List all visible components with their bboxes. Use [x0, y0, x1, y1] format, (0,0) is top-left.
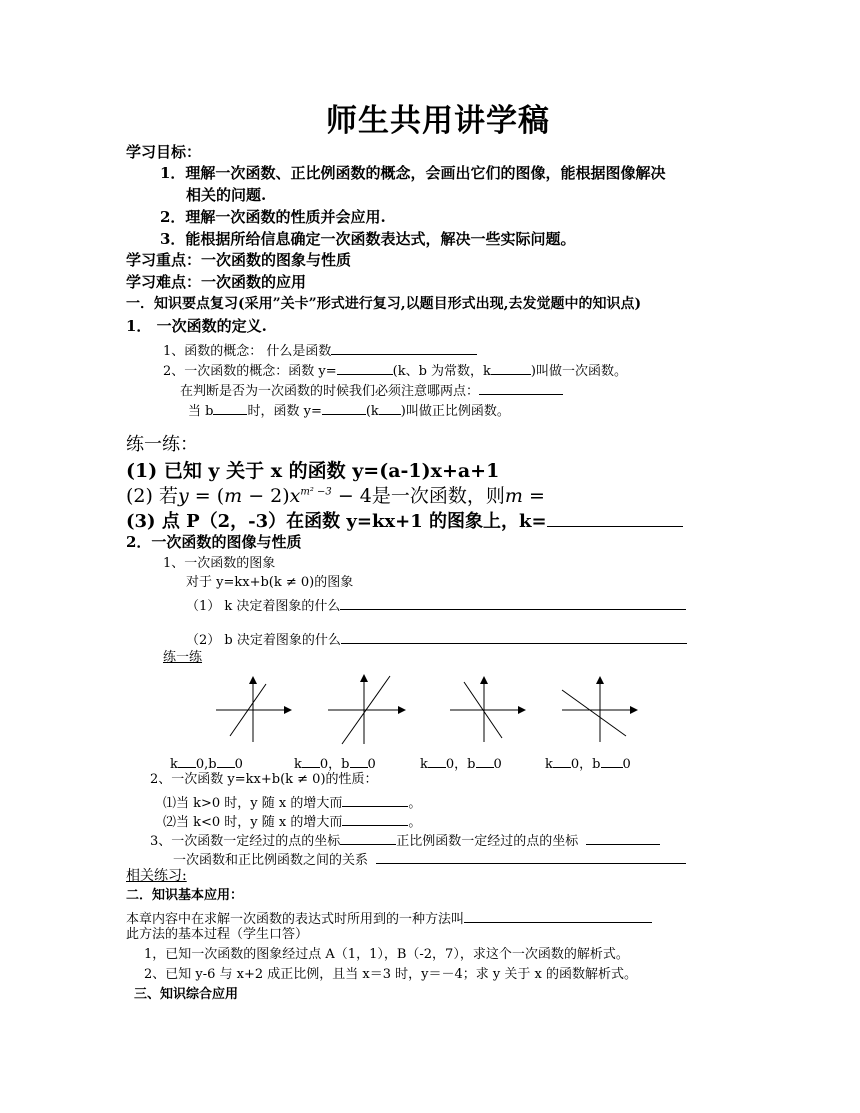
def-line-3	[180, 381, 563, 398]
sub2-heading: 2．一次函数的图像与性质	[126, 533, 302, 551]
practice-2-mid: − 2)	[242, 485, 290, 507]
prop-line-5	[173, 850, 686, 867]
graph-line-1: 1、一次函数的图象	[163, 556, 276, 571]
blank[interactable]	[547, 511, 683, 527]
def-line-4-text-c: (k	[365, 404, 379, 419]
prop-line-3-text: ⑵当 k<0 时，y 随 x 的增大而	[163, 815, 343, 830]
section2-line-1-text: 本章内容中在求解一次函数的表达式时所用到的一种方法叫	[126, 912, 465, 927]
graph-4	[562, 678, 636, 742]
practice-3-text: (3) 点 P（2，-3）在函数 y=kx+1 的图象上，k=	[126, 511, 547, 532]
blank[interactable]	[350, 754, 368, 768]
section2-line-2: 此方法的基本过程（学生口答）	[126, 927, 309, 942]
blank[interactable]	[322, 401, 366, 415]
goal-1-cont: 相关的问题.	[186, 186, 267, 204]
prop-line-3-end: 。	[408, 815, 422, 830]
blank[interactable]	[178, 754, 196, 768]
sub1-heading: 1． 一次函数的定义.	[126, 317, 267, 335]
graph-line-2: 对于 y=kx+b(k ≠ 0)的图象	[186, 575, 354, 590]
practice-2-tail: − 4是一次函数，则	[331, 485, 505, 507]
section2-line-1	[126, 909, 652, 926]
graph-label-1	[170, 754, 243, 771]
def-line-2-text-b: (k、b 为常数，k	[392, 364, 491, 379]
exponent: m² −3	[300, 486, 332, 498]
label-k: k	[170, 757, 178, 772]
blank[interactable]	[601, 754, 623, 768]
def-line-2-text-a: 2、一次函数的概念：函数 y=	[163, 364, 337, 379]
label-k: k	[294, 757, 302, 772]
blank[interactable]	[464, 909, 652, 923]
prop-line-4-text-a: 3、一次函数一定经过的点的坐标	[150, 834, 341, 849]
prop-line-2-text: ⑴当 k>0 时，y 随 x 的增大而	[163, 796, 343, 811]
prop-line-4-text-b: 正比例函数一定经过的点的坐标	[396, 834, 579, 849]
blank[interactable]	[479, 381, 563, 395]
label-zero: 0	[195, 757, 205, 772]
label-k: k	[420, 757, 428, 772]
graph-label-4	[545, 754, 631, 771]
prop-line-3	[163, 812, 421, 829]
label-k: k	[545, 757, 553, 772]
def-line-4-text-d: )叫做正比例函数。	[400, 404, 510, 419]
blank[interactable]	[342, 812, 408, 826]
graph-label-2	[294, 754, 376, 771]
blank[interactable]	[213, 401, 247, 415]
label-zero: 0	[445, 757, 455, 772]
practice-link[interactable]: 练一练	[163, 650, 203, 665]
practice-2-prefix: (2) 若	[126, 485, 178, 507]
def-line-3-text: 在判断是否为一次函数的时候我们必须注意哪两点：	[180, 384, 480, 399]
goals-heading: 学习目标：	[126, 143, 202, 161]
blank[interactable]	[340, 596, 686, 610]
blank[interactable]	[379, 401, 401, 415]
blank[interactable]	[337, 361, 393, 375]
label-b: ，b	[328, 757, 350, 772]
blank[interactable]	[217, 754, 235, 768]
section2-heading: 二．知识基本应用：	[126, 888, 244, 903]
prop-line-2-end: 。	[408, 796, 422, 811]
graph-3	[450, 678, 524, 742]
practice-heading: 练一练：	[126, 434, 198, 455]
related-practice[interactable]: 相关练习:	[126, 868, 187, 884]
section1-heading: 一．知识要点复习(采用”关卡”形式进行复习,以题目形式出现,去发觉题中的知识点)	[126, 296, 642, 312]
goal-2: 2．理解一次函数的性质并会应用.	[160, 208, 386, 226]
label-b: ，b	[579, 757, 601, 772]
var-m: m	[224, 485, 243, 507]
blank[interactable]	[331, 341, 477, 355]
def-line-1	[163, 341, 477, 358]
graph-line-3-text: （1） k 决定着图象的什么	[186, 599, 341, 614]
def-line-4-text-b: 时，函数 y=	[247, 404, 322, 419]
practice-2-end: =	[522, 485, 545, 507]
key-point: 学习重点：一次函数的图象与性质	[126, 251, 352, 269]
goal-3: 3．能根据所给信息确定一次函数表达式，解决一些实际问题。	[160, 230, 576, 248]
prop-line-2	[163, 793, 421, 810]
blank[interactable]	[553, 754, 571, 768]
practice-3	[126, 511, 683, 531]
blank[interactable]	[491, 361, 531, 375]
label-zero: 0	[319, 757, 329, 772]
blank[interactable]	[476, 754, 494, 768]
var-x: x	[289, 485, 301, 507]
section2-line-4: 2、已知 y-6 与 x+2 成正比例，且当 x＝3 时，y＝－4；求 y 关于 x 的函数解析式。	[144, 967, 637, 982]
var-m-2: m	[504, 485, 523, 507]
page-title: 师生共用讲学稿	[326, 103, 550, 139]
label-zero: 0	[493, 757, 502, 772]
graph-line-3	[186, 596, 686, 613]
section2-line-3: 1，已知一次函数的图象经过点 A（1，1），B（-2，7），求这个一次函数的解析式。	[144, 947, 629, 962]
blank[interactable]	[428, 754, 446, 768]
blank[interactable]	[376, 850, 686, 864]
blank[interactable]	[341, 630, 687, 644]
label-zero: 0	[234, 757, 243, 772]
goal-1: 1．理解一次函数、正比例函数的概念，会画出它们的图像，能根据图像解决	[160, 164, 666, 182]
prop-line-1: 2、一次函数 y=kx+b(k ≠ 0)的性质：	[150, 772, 378, 787]
label-b: ，b	[454, 757, 476, 772]
practice-1: (1) 已知 y 关于 x 的函数 y=(a-1)x+a+1	[126, 460, 500, 482]
label-zero: 0	[622, 757, 631, 772]
def-line-4-text-a: 当 b	[188, 404, 214, 419]
prop-line-5-text: 一次函数和正比例函数之间的关系	[173, 853, 369, 868]
var-y: y	[177, 485, 189, 507]
practice-2-eq: = (	[188, 485, 225, 507]
graph-label-3	[420, 754, 502, 771]
blank[interactable]	[342, 793, 408, 807]
def-line-2-text-c: )叫做一次函数。	[530, 364, 627, 379]
graph-2	[328, 676, 404, 744]
label-b: ,b	[204, 757, 217, 772]
blank[interactable]	[302, 754, 320, 768]
def-line-2	[163, 361, 627, 378]
blank[interactable]	[586, 831, 660, 845]
def-line-4	[188, 401, 510, 418]
practice-2	[126, 487, 545, 506]
label-zero: 0	[367, 757, 376, 772]
def-line-1-text: 1、函数的概念： 什么是函数	[163, 344, 332, 359]
graph-1	[216, 678, 290, 742]
blank[interactable]	[340, 831, 396, 845]
prop-line-4	[150, 831, 660, 848]
difficulty: 学习难点：一次函数的应用	[126, 273, 307, 291]
graph-line-4-text: （2） b 决定着图象的什么	[186, 633, 341, 648]
label-zero: 0	[570, 757, 580, 772]
graph-line-4	[186, 630, 687, 647]
section3-heading: 三、知识综合应用	[134, 987, 239, 1002]
